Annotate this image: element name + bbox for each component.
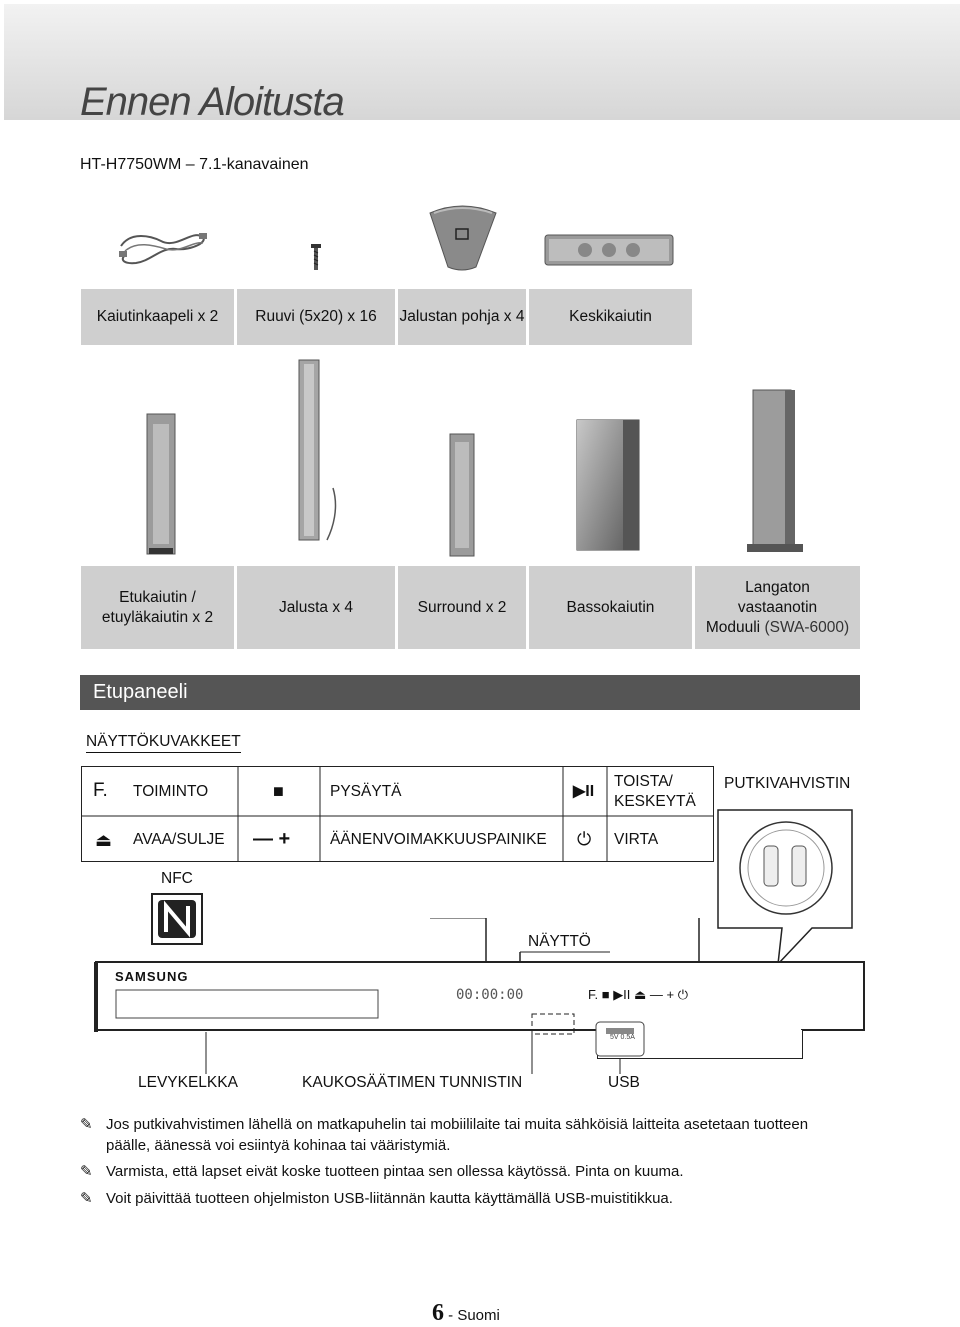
note-text: Voit päivittää tuotteen ohjelmiston USB-liitännän kautta käyttämällä USB-muistitikkua. xyxy=(106,1190,673,1207)
front-speaker-icon xyxy=(81,348,234,563)
play-pause-icon: ▶II xyxy=(573,783,595,800)
pencil-icon: ✎ xyxy=(80,1163,93,1180)
function-label: TOIMINTO xyxy=(133,783,209,800)
subheading: NÄYTTÖKUVAKKEET xyxy=(86,733,241,753)
component-label: Jalustan pohja x 4 xyxy=(398,289,526,345)
disc-tray-label: LEVYKELKKA xyxy=(138,1074,238,1091)
footer-language: - Suomi xyxy=(448,1307,500,1324)
play-pause-label xyxy=(614,772,696,812)
stand-icon xyxy=(237,348,395,563)
component-image-stand-base xyxy=(398,191,526,287)
eject-label: AVAA/SULJE xyxy=(133,831,225,848)
page-footer xyxy=(432,1300,500,1327)
note-line: Jos putkivahvistimen lähellä on matkapuhelin tai mobiililaite tai muita sähköisiä laitteita asetetaan tuotteen xyxy=(106,1116,809,1133)
volume-icon: — + xyxy=(253,828,291,850)
icons-table xyxy=(81,766,714,862)
component-label: Bassokaiutin xyxy=(529,566,692,649)
note-line: päälle, äänessä voi esiintyä kohinaa tai vääristymiä. xyxy=(106,1137,451,1154)
component-image-subwoofer xyxy=(529,348,692,563)
component-image-speaker-cable xyxy=(81,191,234,287)
label-line: (SWA-6000) xyxy=(764,618,850,636)
pencil-icon: ✎ xyxy=(80,1116,93,1133)
label-line: Moduuli xyxy=(705,618,761,636)
power-label: VIRTA xyxy=(614,831,659,848)
speaker-cable-icon xyxy=(81,191,234,287)
page-number: 6 xyxy=(432,1300,444,1326)
tube-amp-label: PUTKIVAHVISTIN xyxy=(724,775,851,792)
component-image-front-speaker xyxy=(81,348,234,563)
stop-icon: ■ xyxy=(273,781,284,801)
note-text: Varmista, että lapset eivät koske tuotteen pintaa sen ollessa käytössä. Pinta on kuuma. xyxy=(106,1163,684,1180)
device-display: 00:00:00 xyxy=(456,987,524,1003)
section-title: Etupaneeli xyxy=(80,675,860,710)
stand-base-icon xyxy=(398,191,526,287)
component-label-wireless xyxy=(695,566,860,649)
pencil-icon: ✎ xyxy=(80,1190,93,1207)
component-label: Surround x 2 xyxy=(398,566,526,649)
function-icon: F. xyxy=(93,780,108,801)
surround-speaker-icon xyxy=(398,348,526,563)
brand-logo: SAMSUNG xyxy=(115,969,189,984)
component-label: Keskikaiutin xyxy=(529,289,692,345)
component-label: Etukaiutin / etuyläkaiutin x 2 xyxy=(81,566,234,649)
eject-icon: ⏏ xyxy=(95,830,113,850)
label-line: Langaton xyxy=(745,578,810,596)
label-line: TOISTA/ xyxy=(614,773,673,790)
component-image-screw xyxy=(237,191,395,287)
component-image-center-speaker xyxy=(529,191,692,287)
wireless-receiver-icon xyxy=(695,348,860,563)
display-label: NÄYTTÖ xyxy=(528,933,591,950)
center-speaker-icon xyxy=(529,191,692,287)
label-line: vastaanotin xyxy=(737,598,818,616)
screw-icon xyxy=(237,191,395,287)
note-text xyxy=(106,1114,876,1156)
remote-sensor-label: KAUKOSÄÄTIMEN TUNNISTIN xyxy=(302,1074,523,1091)
label-line: KESKEYTÄ xyxy=(614,793,696,810)
power-icon: ⏻ xyxy=(577,829,592,849)
subwoofer-icon xyxy=(529,348,692,563)
component-label: Kaiutinkaapeli x 2 xyxy=(81,289,234,345)
nfc-label: NFC xyxy=(161,870,193,887)
component-image-stand xyxy=(237,348,395,563)
component-label: Ruuvi (5x20) x 16 xyxy=(237,289,395,345)
usb-rating: 5V 0.5A xyxy=(610,1034,635,1041)
stop-label: PYSÄYTÄ xyxy=(330,783,402,800)
usb-label: USB xyxy=(608,1074,640,1091)
model-line: HT-H7750WM – 7.1-kanavainen xyxy=(80,156,309,173)
volume-label: ÄÄNENVOIMAKKUUSPAINIKE xyxy=(330,831,547,848)
device-button-row: F. ■ ▶II ⏏ — + ⏻ xyxy=(588,987,689,1002)
component-image-wireless-receiver xyxy=(695,348,860,563)
component-label: Jalusta x 4 xyxy=(237,566,395,649)
component-image-surround xyxy=(398,348,526,563)
page-title: Ennen Aloitusta xyxy=(80,80,344,124)
